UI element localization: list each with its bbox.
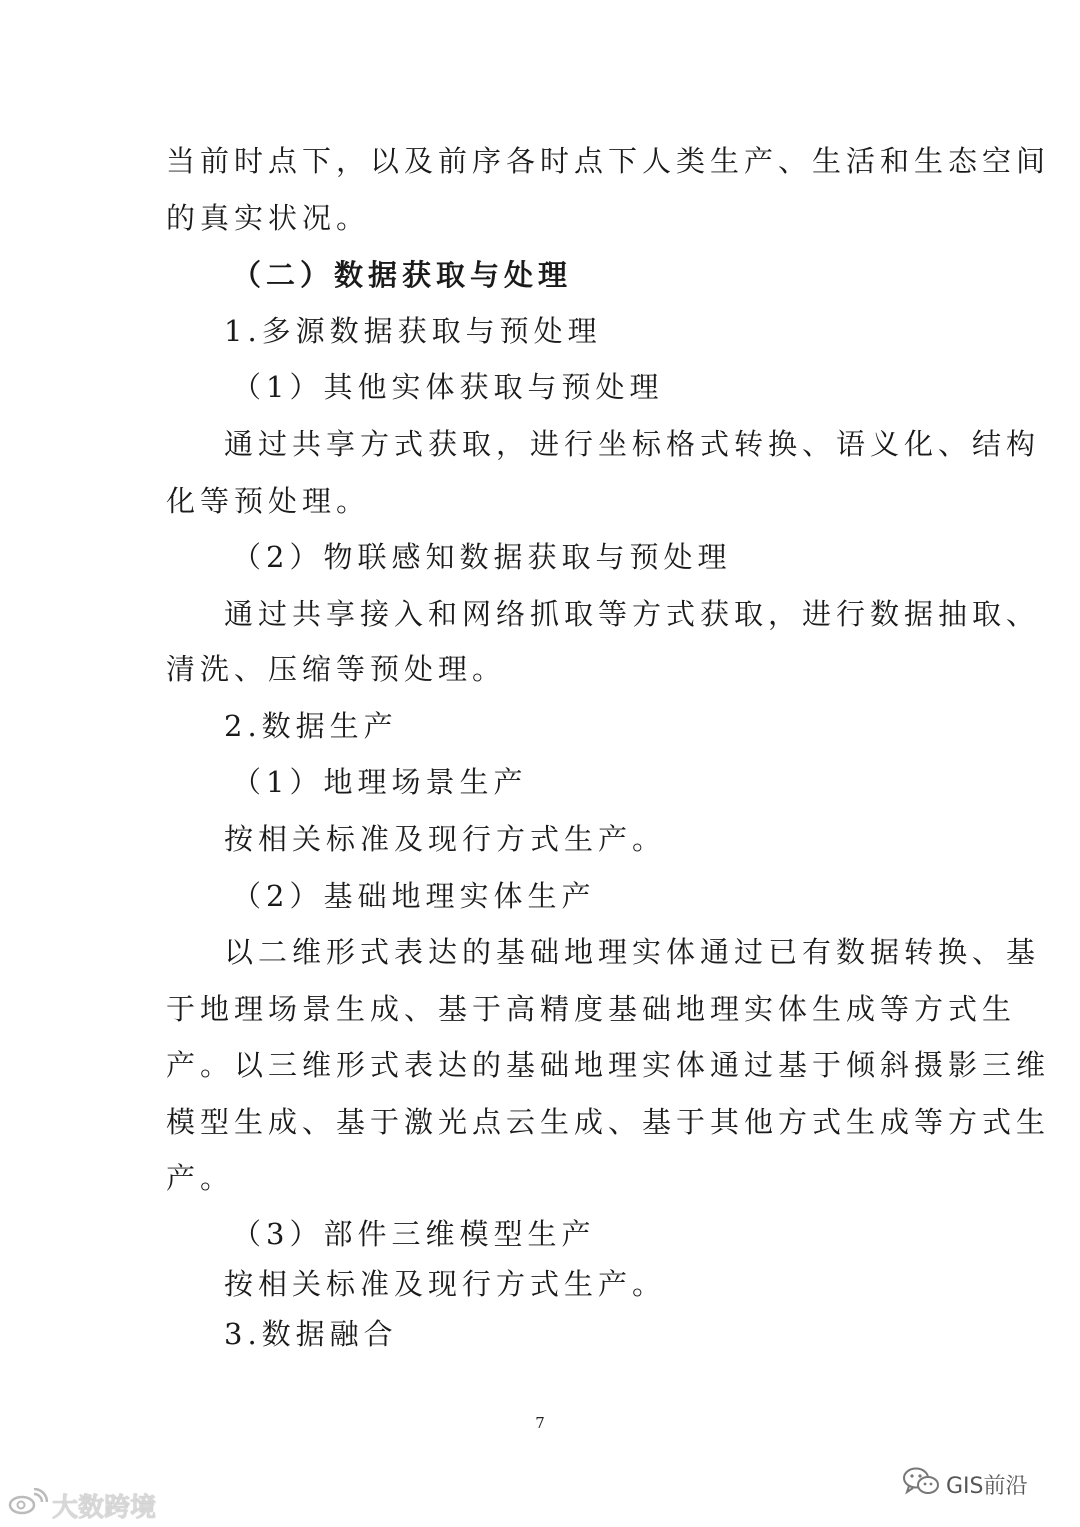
watermark-left-text: 大数跨境 [52, 1492, 157, 1523]
watermark-right-text: GIS前沿 [946, 1473, 1028, 1499]
body-text-line: 模型生成、基于激光点云生成、基于其他方式生成等方式生 [166, 1105, 1051, 1139]
body-text-line: 产。以三维形式表达的基础地理实体通过基于倾斜摄影三维 [166, 1048, 1051, 1082]
watermark-left [8, 1490, 157, 1523]
item-heading: （2）物联感知数据获取与预处理 [232, 540, 732, 574]
subsection-heading: 2.数据生产 [224, 709, 398, 743]
subsection-heading: 1.多源数据获取与预处理 [224, 314, 602, 348]
body-text-line: 以二维形式表达的基础地理实体通过已有数据转换、基 [224, 935, 1041, 969]
body-text-line: 产。 [166, 1161, 235, 1195]
body-text-line: 按相关标准及现行方式生产。 [224, 822, 667, 856]
body-text-line: 通过共享接入和网络抓取等方式获取，进行数据抽取、 [224, 597, 1041, 631]
page-number: 7 [535, 1414, 545, 1432]
body-text-line: 于地理场景生成、基于高精度基础地理实体生成等方式生 [166, 992, 1017, 1026]
item-heading: （3）部件三维模型生产 [232, 1217, 596, 1251]
body-text-line: 的真实状况。 [166, 201, 371, 235]
item-heading: （2）基础地理实体生产 [232, 879, 596, 913]
body-text-line: 通过共享方式获取，进行坐标格式转换、语义化、结构 [224, 427, 1041, 461]
item-heading: （1）其他实体获取与预处理 [232, 370, 664, 404]
wechat-logo-icon [902, 1466, 940, 1502]
item-heading: （1）地理场景生产 [232, 765, 528, 799]
weibo-logo-icon [8, 1488, 48, 1523]
body-text-line: 当前时点下，以及前序各时点下人类生产、生活和生态空间 [166, 144, 1051, 178]
watermark-right [902, 1466, 1028, 1502]
body-text-line: 清洗、压缩等预处理。 [166, 652, 507, 686]
subsection-heading: 3.数据融合 [224, 1317, 398, 1351]
section-heading: （二）数据获取与处理 [232, 258, 573, 292]
body-text-line: 按相关标准及现行方式生产。 [224, 1267, 667, 1301]
body-text-line: 化等预处理。 [166, 484, 371, 518]
